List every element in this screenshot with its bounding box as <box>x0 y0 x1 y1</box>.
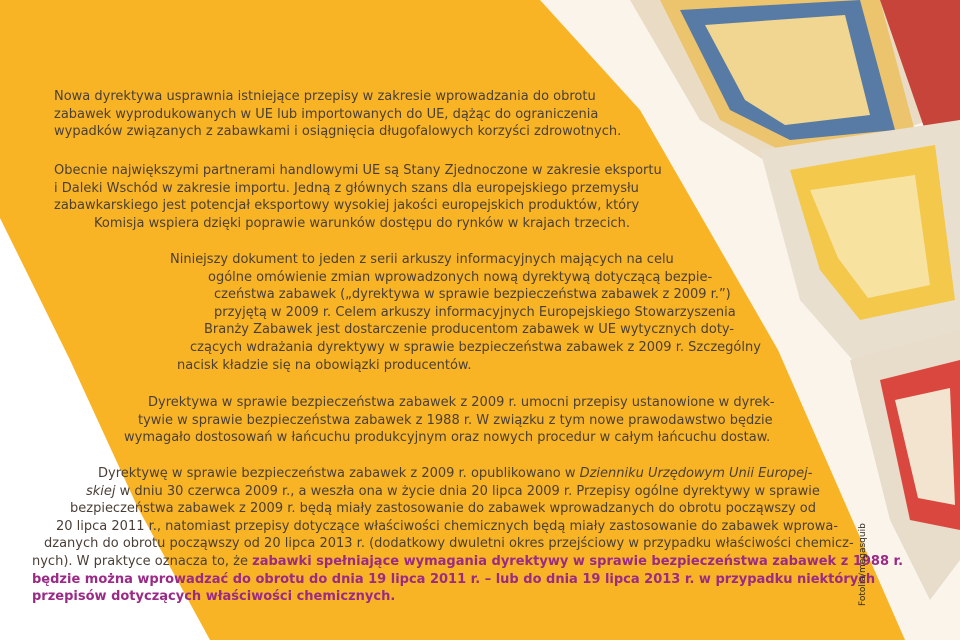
text-line: przyjętą w 2009 r. Celem arkuszy informacyjnych Europejskiego Stowarzyszenia <box>214 304 736 320</box>
text-line <box>0 483 960 501</box>
text-line: wymagało dostosowań w łańcuchu produkcyjnym oraz nowych procedur w całym łańcuchu dostaw. <box>124 430 771 446</box>
journal-title-italic: skiej <box>86 483 116 499</box>
journal-title-italic: Dzienniku Urzędowym Unii Europej- <box>579 466 813 481</box>
text-line: zabawek wyprodukowanych w UE lub importowanych do UE, dążąc do ograniczenia <box>54 106 599 122</box>
text-segment: w dniu 30 czerwca 2009 r., a weszła ona w życie dnia 20 lipca 2009 r. Przepisy ogólne dyrektywy w sprawie <box>115 483 820 499</box>
text-line: Komisja wspiera dzięki poprawie warunków dostępu do rynków w krajach trzecich. <box>94 215 630 231</box>
text-segment: nych). W praktyce oznacza to, że <box>32 553 253 569</box>
text-line: ogólne omówienie zmian wprowadzonych nową dyrektywą dotyczącą bezpie- <box>208 269 713 285</box>
text-line: nacisk kładzie się na obowiązki producentów. <box>177 357 472 373</box>
text-line: wypadków związanych z zabawkami i osiągnięcia długofalowych korzyści zdrowotnych. <box>54 124 622 140</box>
highlighted-text-line: będzie można wprowadzać do obrotu do dnia 19 lipca 2011 r. – lub do dnia 19 lipca 2013 r. w przypadku niektórych <box>32 571 876 587</box>
paragraph-directive-strengthening <box>0 394 960 447</box>
highlighted-text: zabawki spełniające wymagania dyrektywy w sprawie bezpieczeństwa zabawek z 1988 r. <box>252 553 904 569</box>
text-line: zabawkarskiego jest potencjał eksportowy wysokiej jakości europejskich produktów, który <box>54 198 640 214</box>
text-segment: Dyrektywę w sprawie bezpieczeństwa zabawek z 2009 r. opublikowano w <box>98 466 580 481</box>
highlighted-text-line: przepisów dotyczących właściwości chemicznych. <box>32 589 396 605</box>
text-line: dzanych do obrotu począwszy od 20 lipca 2013 r. (dodatkowy dwuletni okres przejściowy w przypadku właściwości chemicz- <box>44 536 854 552</box>
text-line: tywie w sprawie bezpieczeństwa zabawek z 1988 r. W związku z tym nowe prawodawstwo będzie <box>138 412 773 428</box>
text-line: bezpieczeństwa zabawek z 2009 r. będą miały zastosowanie do zabawek wprowadzanych do obrotu począwszy od <box>70 501 816 517</box>
text-line: Niniejszy dokument to jeden z serii arkuszy informacyjnych mających na celu <box>170 252 674 267</box>
photo-credit: Fotolia/megasquib <box>858 523 868 606</box>
text-line: Obecnie największymi partnerami handlowymi UE są Stany Zjednoczone w zakresie eksportu <box>54 163 662 178</box>
text-line: czeństwa zabawek („dyrektywa w sprawie bezpieczeństwa zabawek z 2009 r.”) <box>214 287 731 303</box>
text-line <box>0 553 960 571</box>
paragraph-publication-dates <box>0 465 960 606</box>
paragraph-trade-partners <box>0 162 960 232</box>
text-line: Nowa dyrektywa usprawnia istniejące przepisy w zakresie wprowadzania do obrotu <box>54 89 596 104</box>
text-line: Branży Zabawek jest dostarczenie producentom zabawek w UE wytycznych doty- <box>204 322 735 338</box>
paragraph-document-purpose <box>0 251 960 374</box>
text-line: czących wdrażania dyrektywy w sprawie bezpieczeństwa zabawek z 2009 r. Szczególny <box>190 339 761 355</box>
text-line: 20 lipca 2011 r., natomiast przepisy dotyczące właściwości chemicznych będą miały zastosowanie do zabawek wprowa- <box>56 518 839 534</box>
paragraph-intro <box>0 88 960 141</box>
text-line: i Daleki Wschód w zakresie importu. Jedną z głównych szans dla europejskiego przemysłu <box>54 180 639 196</box>
text-line: Dyrektywa w sprawie bezpieczeństwa zabawek z 2009 r. umocni przepisy ustanowione w dyrek- <box>148 395 775 410</box>
text-line <box>0 465 960 483</box>
